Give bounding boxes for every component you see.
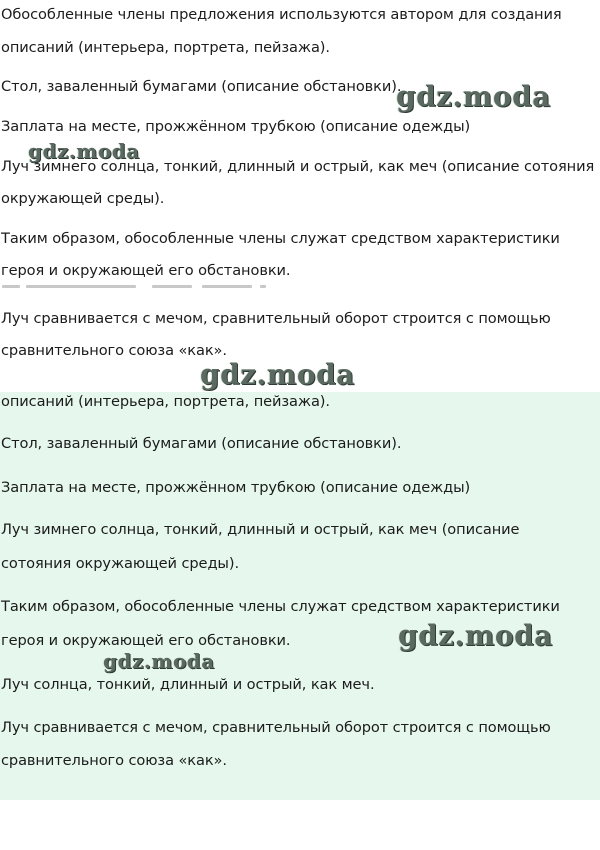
text-line: сотояния окружающей среды).: [1, 555, 239, 572]
watermark: gdz.moda: [398, 619, 553, 652]
text-line: Стол, заваленный бумагами (описание обстановки).: [1, 78, 402, 95]
text-line: Луч зимнего солнца, тонкий, длинный и острый, как меч (описание: [1, 521, 520, 538]
text-line: Заплата на месте, прожжённом трубкою (описание одежды): [1, 118, 471, 135]
text-line: героя и окружающей его обстановки.: [1, 632, 291, 649]
watermark: gdz.moda: [28, 139, 140, 163]
text-line: Луч солнца, тонкий, длинный и острый, как меч.: [1, 676, 375, 693]
text-line: Луч зимнего солнца, тонкий, длинный и острый, как меч (описание сотояния: [1, 158, 595, 175]
text-line: описаний (интерьера, портрета, пейзажа).: [1, 39, 330, 56]
text-line: Заплата на месте, прожжённом трубкою (описание одежды): [1, 479, 471, 496]
watermark: gdz.moda: [200, 358, 355, 391]
clipped-text-fragment: [2, 285, 272, 289]
text-line: описаний (интерьера, портрета, пейзажа).: [1, 393, 330, 410]
text-line: окружающей среды).: [1, 190, 165, 207]
text-line: Обособленные члены предложения используются автором для создания: [1, 6, 562, 23]
text-line: героя и окружающей его обстановки.: [1, 262, 291, 279]
text-line: Таким образом, обособленные члены служат средством характеристики: [1, 230, 560, 247]
text-line: Таким образом, обособленные члены служат средством характеристики: [1, 598, 560, 615]
text-line: сравнительного союза «как».: [1, 342, 227, 359]
watermark: gdz.moda: [103, 649, 215, 673]
watermark: gdz.moda: [396, 80, 551, 113]
text-line: Луч сравнивается с мечом, сравнительный оборот строится с помощью: [1, 719, 551, 736]
text-line: Стол, заваленный бумагами (описание обстановки).: [1, 435, 402, 452]
text-line: сравнительного союза «как».: [1, 752, 227, 769]
text-line: Луч сравнивается с мечом, сравнительный оборот строится с помощью: [1, 310, 551, 327]
